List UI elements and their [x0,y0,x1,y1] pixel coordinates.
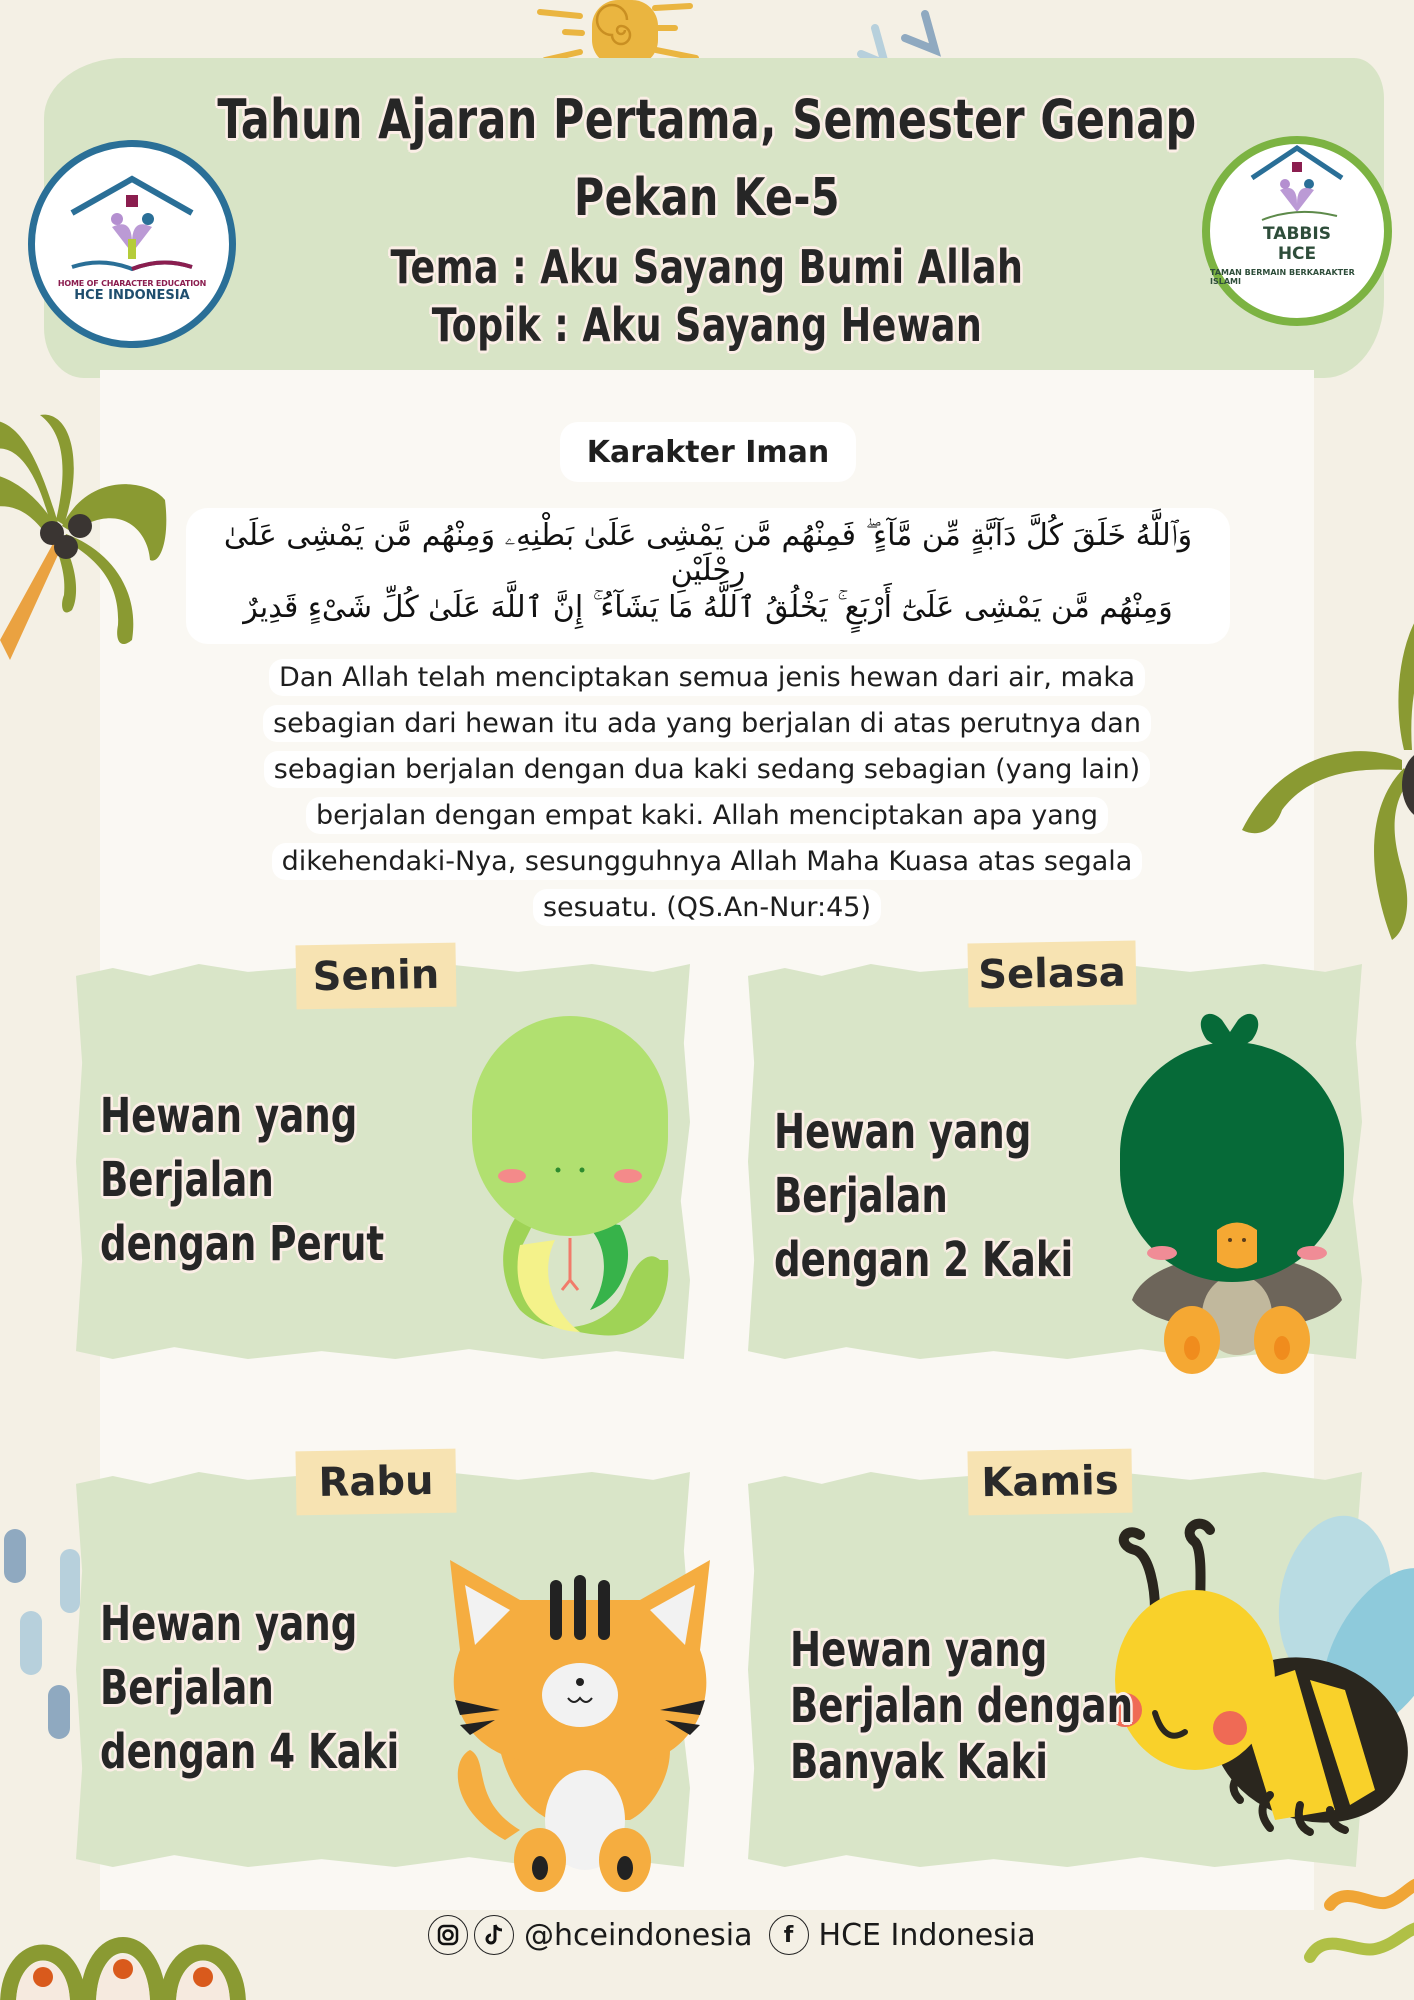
translation-line: dikehendaki-Nya, sesungguhnya Allah Maha Kuasa atas segala [0,846,1414,877]
tiktok-icon[interactable] [474,1915,514,1955]
palm-tree-left-icon [0,400,180,660]
bee-icon [1095,1510,1414,1840]
card-text-kamis: Hewan yang Berjalan dengan Banyak Kaki [790,1622,1134,1790]
arabic-verse-line-2: وَمِنْهُم مَّن يَمْشِى عَلَىٰٓ أَرْبَعٍ ۚ يَخْلُقُ ٱللَّهُ مَا يَشَآءُ ۚ إِنَّ ٱللَّهَ عَلَىٰ كُلِّ شَىْءٍ قَدِيرٌ [243,590,1173,625]
house-heart-icon [62,173,202,273]
facebook-icon[interactable]: f [769,1915,809,1955]
facebook-page-name[interactable]: HCE Indonesia [818,1917,1036,1953]
dash-decoration [0,1525,80,1745]
logo-name-line1: TABBIS [1263,224,1331,244]
tabbis-hce-logo [1202,136,1392,326]
house-heart-icon [1242,144,1352,224]
week-label: Pekan Ke-5 [573,168,841,228]
card-text-selasa: Hewan yang Berjalan dengan 2 Kaki [774,1104,1074,1288]
social-footer [428,1912,1046,1958]
translation-line: sebagian dari hewan itu ada yang berjalan di atas perutnya dan [0,708,1414,739]
chevron-decoration [845,6,955,66]
tiger-icon [430,1560,720,1900]
day-tag-kamis: Kamis [967,1449,1132,1516]
arabic-verse-line-1: وَٱللَّهُ خَلَقَ كُلَّ دَآبَّةٍ مِّن مَّآءٍ ۖ فَمِنْهُم مَّن يَمْشِى عَلَىٰ بَطْنِهِۦ وَمِنْهُم مَّن يَمْشِى عَلَىٰ رِجْلَيْنِ [223,518,1193,588]
card-text-rabu: Hewan yang Berjalan dengan 4 Kaki [100,1596,400,1780]
day-tag-senin: Senin [295,943,456,1010]
page-title: Tahun Ajaran Pertama, Semester Genap [217,88,1197,151]
day-tag-rabu: Rabu [295,1449,456,1516]
translation-line: Dan Allah telah menciptakan semua jenis hewan dari air, maka [0,662,1414,693]
card-text-senin: Hewan yang Berjalan dengan Perut [100,1088,385,1272]
translation-line: sebagian berjalan dengan dua kaki sedang sebagian (yang lain) [0,754,1414,785]
logo-arc-text: TAMAN BERMAIN BERKARAKTER ISLAMI [1210,268,1355,286]
topic-label: Topik : Aku Sayang Hewan [431,298,983,352]
hce-indonesia-logo [28,140,236,348]
snake-icon [410,1010,680,1340]
arch-decoration [0,1905,260,2000]
instagram-icon[interactable] [428,1915,468,1955]
day-tag-selasa: Selasa [967,941,1136,1008]
theme-label: Tema : Aku Sayang Bumi Allah [390,240,1024,294]
karakter-label: Karakter Iman [560,422,856,482]
duck-icon [1112,1000,1362,1380]
translation-line: sesuatu. (QS.An-Nur:45) [0,892,1414,923]
wave-decoration [1300,1875,1414,1975]
logo-name: HCE INDONESIA [74,288,190,303]
translation-line: berjalan dengan empat kaki. Allah menciptakan apa yang [0,800,1414,831]
logo-name-line2: HCE [1277,244,1317,264]
logo-tagline: HOME OF CHARACTER EDUCATION [57,279,207,288]
instagram-handle[interactable]: @hceindonesia [524,1917,753,1953]
